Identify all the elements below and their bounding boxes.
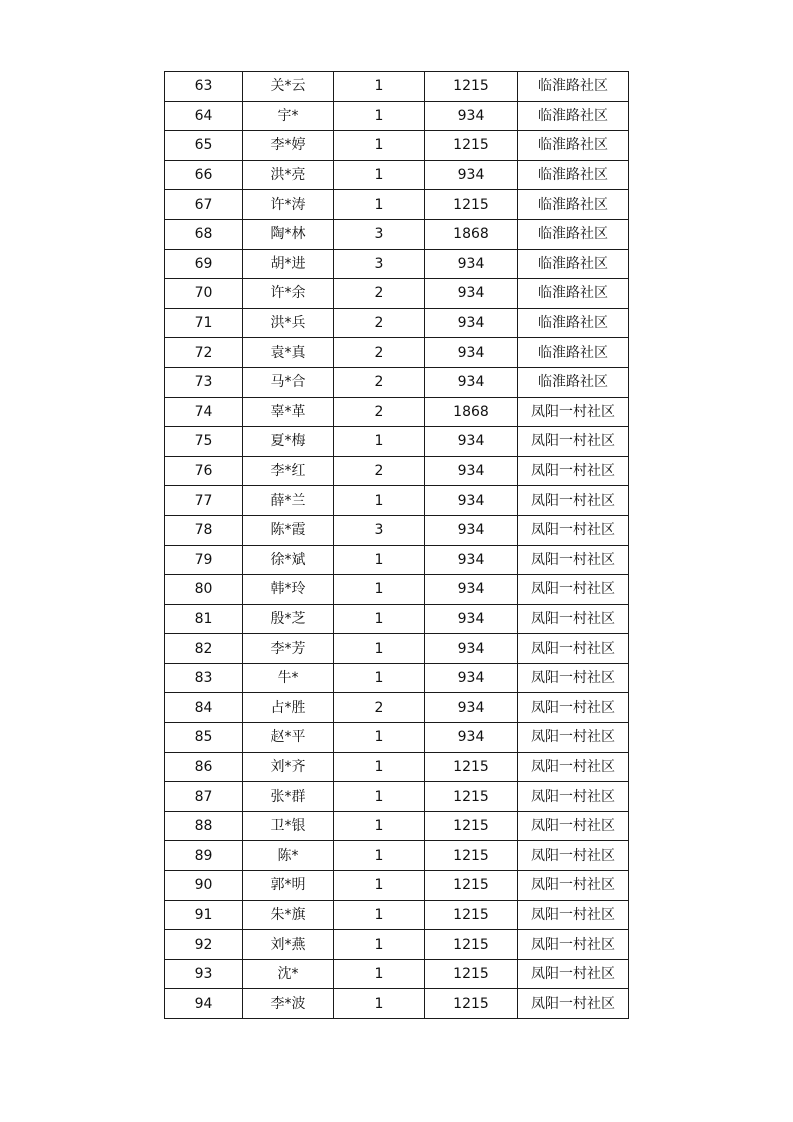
row-number-cell: 72 xyxy=(165,338,243,368)
household-count-cell: 1 xyxy=(334,160,425,190)
row-number-cell: 87 xyxy=(165,782,243,812)
row-number-cell: 82 xyxy=(165,634,243,664)
name-cell: 洪*兵 xyxy=(243,308,334,338)
name-cell: 许*涛 xyxy=(243,190,334,220)
household-count-cell: 3 xyxy=(334,515,425,545)
household-count-cell: 2 xyxy=(334,456,425,486)
community-cell: 临淮路社区 xyxy=(518,72,629,102)
row-number-cell: 65 xyxy=(165,131,243,161)
name-cell: 郭*明 xyxy=(243,871,334,901)
household-count-cell: 1 xyxy=(334,575,425,605)
amount-cell: 934 xyxy=(425,634,518,664)
amount-cell: 934 xyxy=(425,693,518,723)
household-count-cell: 1 xyxy=(334,959,425,989)
amount-cell: 1215 xyxy=(425,782,518,812)
community-cell: 临淮路社区 xyxy=(518,279,629,309)
household-count-cell: 1 xyxy=(334,841,425,871)
table-row xyxy=(165,752,629,782)
name-cell: 夏*梅 xyxy=(243,427,334,457)
table-row xyxy=(165,101,629,131)
row-number-cell: 92 xyxy=(165,930,243,960)
amount-cell: 934 xyxy=(425,427,518,457)
table-row xyxy=(165,338,629,368)
table-row xyxy=(165,930,629,960)
household-count-cell: 2 xyxy=(334,693,425,723)
row-number-cell: 94 xyxy=(165,989,243,1019)
table-row xyxy=(165,308,629,338)
community-cell: 凤阳一村社区 xyxy=(518,604,629,634)
name-cell: 辜*革 xyxy=(243,397,334,427)
row-number-cell: 89 xyxy=(165,841,243,871)
household-count-cell: 1 xyxy=(334,723,425,753)
row-number-cell: 81 xyxy=(165,604,243,634)
row-number-cell: 91 xyxy=(165,900,243,930)
name-cell: 朱*旗 xyxy=(243,900,334,930)
community-cell: 凤阳一村社区 xyxy=(518,575,629,605)
household-count-cell: 1 xyxy=(334,131,425,161)
household-count-cell: 1 xyxy=(334,811,425,841)
row-number-cell: 80 xyxy=(165,575,243,605)
household-count-cell: 2 xyxy=(334,308,425,338)
name-cell: 袁*真 xyxy=(243,338,334,368)
community-cell: 凤阳一村社区 xyxy=(518,545,629,575)
amount-cell: 934 xyxy=(425,367,518,397)
amount-cell: 1215 xyxy=(425,72,518,102)
community-cell: 凤阳一村社区 xyxy=(518,634,629,664)
amount-cell: 934 xyxy=(425,545,518,575)
household-count-cell: 3 xyxy=(334,249,425,279)
household-count-cell: 1 xyxy=(334,486,425,516)
table-row xyxy=(165,219,629,249)
row-number-cell: 86 xyxy=(165,752,243,782)
amount-cell: 934 xyxy=(425,249,518,279)
community-cell: 凤阳一村社区 xyxy=(518,663,629,693)
name-cell: 陶*林 xyxy=(243,219,334,249)
household-count-cell: 1 xyxy=(334,190,425,220)
community-cell: 凤阳一村社区 xyxy=(518,397,629,427)
amount-cell: 934 xyxy=(425,723,518,753)
community-cell: 凤阳一村社区 xyxy=(518,811,629,841)
table-row xyxy=(165,723,629,753)
name-cell: 关*云 xyxy=(243,72,334,102)
amount-cell: 1215 xyxy=(425,841,518,871)
amount-cell: 1215 xyxy=(425,900,518,930)
community-cell: 临淮路社区 xyxy=(518,190,629,220)
row-number-cell: 68 xyxy=(165,219,243,249)
table-row xyxy=(165,249,629,279)
row-number-cell: 78 xyxy=(165,515,243,545)
name-cell: 张*群 xyxy=(243,782,334,812)
community-cell: 凤阳一村社区 xyxy=(518,900,629,930)
household-count-cell: 2 xyxy=(334,367,425,397)
table-row xyxy=(165,782,629,812)
row-number-cell: 77 xyxy=(165,486,243,516)
amount-cell: 934 xyxy=(425,101,518,131)
community-cell: 凤阳一村社区 xyxy=(518,427,629,457)
amount-cell: 934 xyxy=(425,308,518,338)
table-row xyxy=(165,989,629,1019)
row-number-cell: 93 xyxy=(165,959,243,989)
table-row xyxy=(165,545,629,575)
roster-table-body xyxy=(165,72,629,1019)
household-count-cell: 2 xyxy=(334,338,425,368)
name-cell: 李*芳 xyxy=(243,634,334,664)
row-number-cell: 85 xyxy=(165,723,243,753)
community-cell: 凤阳一村社区 xyxy=(518,871,629,901)
table-row xyxy=(165,515,629,545)
household-count-cell: 1 xyxy=(334,900,425,930)
name-cell: 沈* xyxy=(243,959,334,989)
row-number-cell: 70 xyxy=(165,279,243,309)
name-cell: 薛*兰 xyxy=(243,486,334,516)
table-row xyxy=(165,900,629,930)
row-number-cell: 75 xyxy=(165,427,243,457)
amount-cell: 1215 xyxy=(425,930,518,960)
community-cell: 凤阳一村社区 xyxy=(518,989,629,1019)
household-count-cell: 1 xyxy=(334,545,425,575)
name-cell: 陈*霞 xyxy=(243,515,334,545)
amount-cell: 1868 xyxy=(425,397,518,427)
amount-cell: 1215 xyxy=(425,131,518,161)
row-number-cell: 74 xyxy=(165,397,243,427)
table-row xyxy=(165,693,629,723)
table-row xyxy=(165,486,629,516)
community-cell: 临淮路社区 xyxy=(518,101,629,131)
row-number-cell: 71 xyxy=(165,308,243,338)
table-row xyxy=(165,604,629,634)
table-row xyxy=(165,871,629,901)
row-number-cell: 76 xyxy=(165,456,243,486)
community-cell: 临淮路社区 xyxy=(518,367,629,397)
roster-table xyxy=(164,71,629,1019)
amount-cell: 1215 xyxy=(425,871,518,901)
household-count-cell: 1 xyxy=(334,930,425,960)
name-cell: 陈* xyxy=(243,841,334,871)
row-number-cell: 64 xyxy=(165,101,243,131)
row-number-cell: 63 xyxy=(165,72,243,102)
amount-cell: 934 xyxy=(425,575,518,605)
amount-cell: 1215 xyxy=(425,989,518,1019)
amount-cell: 1215 xyxy=(425,752,518,782)
household-count-cell: 1 xyxy=(334,72,425,102)
row-number-cell: 88 xyxy=(165,811,243,841)
table-row xyxy=(165,634,629,664)
name-cell: 李*红 xyxy=(243,456,334,486)
community-cell: 凤阳一村社区 xyxy=(518,782,629,812)
table-row xyxy=(165,959,629,989)
amount-cell: 934 xyxy=(425,486,518,516)
community-cell: 临淮路社区 xyxy=(518,249,629,279)
household-count-cell: 1 xyxy=(334,752,425,782)
community-cell: 凤阳一村社区 xyxy=(518,486,629,516)
community-cell: 临淮路社区 xyxy=(518,338,629,368)
household-count-cell: 3 xyxy=(334,219,425,249)
row-number-cell: 67 xyxy=(165,190,243,220)
table-row xyxy=(165,279,629,309)
amount-cell: 1215 xyxy=(425,959,518,989)
amount-cell: 934 xyxy=(425,338,518,368)
amount-cell: 934 xyxy=(425,515,518,545)
name-cell: 李*婷 xyxy=(243,131,334,161)
household-count-cell: 2 xyxy=(334,279,425,309)
name-cell: 占*胜 xyxy=(243,693,334,723)
name-cell: 宇* xyxy=(243,101,334,131)
amount-cell: 934 xyxy=(425,456,518,486)
community-cell: 凤阳一村社区 xyxy=(518,930,629,960)
community-cell: 凤阳一村社区 xyxy=(518,723,629,753)
table-row xyxy=(165,367,629,397)
household-count-cell: 2 xyxy=(334,397,425,427)
community-cell: 临淮路社区 xyxy=(518,308,629,338)
household-count-cell: 1 xyxy=(334,634,425,664)
table-row xyxy=(165,811,629,841)
community-cell: 临淮路社区 xyxy=(518,160,629,190)
name-cell: 刘*燕 xyxy=(243,930,334,960)
amount-cell: 934 xyxy=(425,604,518,634)
table-row xyxy=(165,575,629,605)
table-row xyxy=(165,427,629,457)
row-number-cell: 73 xyxy=(165,367,243,397)
community-cell: 凤阳一村社区 xyxy=(518,693,629,723)
name-cell: 洪*亮 xyxy=(243,160,334,190)
household-count-cell: 1 xyxy=(334,871,425,901)
name-cell: 殷*芝 xyxy=(243,604,334,634)
table-row xyxy=(165,397,629,427)
name-cell: 赵*平 xyxy=(243,723,334,753)
amount-cell: 934 xyxy=(425,279,518,309)
amount-cell: 934 xyxy=(425,663,518,693)
household-count-cell: 1 xyxy=(334,101,425,131)
community-cell: 凤阳一村社区 xyxy=(518,841,629,871)
row-number-cell: 83 xyxy=(165,663,243,693)
community-cell: 凤阳一村社区 xyxy=(518,515,629,545)
name-cell: 徐*斌 xyxy=(243,545,334,575)
household-count-cell: 1 xyxy=(334,604,425,634)
name-cell: 韩*玲 xyxy=(243,575,334,605)
household-count-cell: 1 xyxy=(334,663,425,693)
table-row xyxy=(165,131,629,161)
table-row xyxy=(165,841,629,871)
household-count-cell: 1 xyxy=(334,427,425,457)
name-cell: 马*合 xyxy=(243,367,334,397)
table-row xyxy=(165,663,629,693)
table-row xyxy=(165,456,629,486)
name-cell: 卫*银 xyxy=(243,811,334,841)
row-number-cell: 84 xyxy=(165,693,243,723)
table-row xyxy=(165,160,629,190)
name-cell: 刘*齐 xyxy=(243,752,334,782)
row-number-cell: 66 xyxy=(165,160,243,190)
name-cell: 许*余 xyxy=(243,279,334,309)
row-number-cell: 79 xyxy=(165,545,243,575)
amount-cell: 1215 xyxy=(425,811,518,841)
community-cell: 凤阳一村社区 xyxy=(518,959,629,989)
table-row xyxy=(165,72,629,102)
household-count-cell: 1 xyxy=(334,989,425,1019)
community-cell: 临淮路社区 xyxy=(518,219,629,249)
household-count-cell: 1 xyxy=(334,782,425,812)
row-number-cell: 69 xyxy=(165,249,243,279)
name-cell: 李*波 xyxy=(243,989,334,1019)
amount-cell: 1215 xyxy=(425,190,518,220)
community-cell: 临淮路社区 xyxy=(518,131,629,161)
community-cell: 凤阳一村社区 xyxy=(518,456,629,486)
name-cell: 胡*进 xyxy=(243,249,334,279)
amount-cell: 1868 xyxy=(425,219,518,249)
row-number-cell: 90 xyxy=(165,871,243,901)
name-cell: 牛* xyxy=(243,663,334,693)
amount-cell: 934 xyxy=(425,160,518,190)
table-row xyxy=(165,190,629,220)
community-cell: 凤阳一村社区 xyxy=(518,752,629,782)
